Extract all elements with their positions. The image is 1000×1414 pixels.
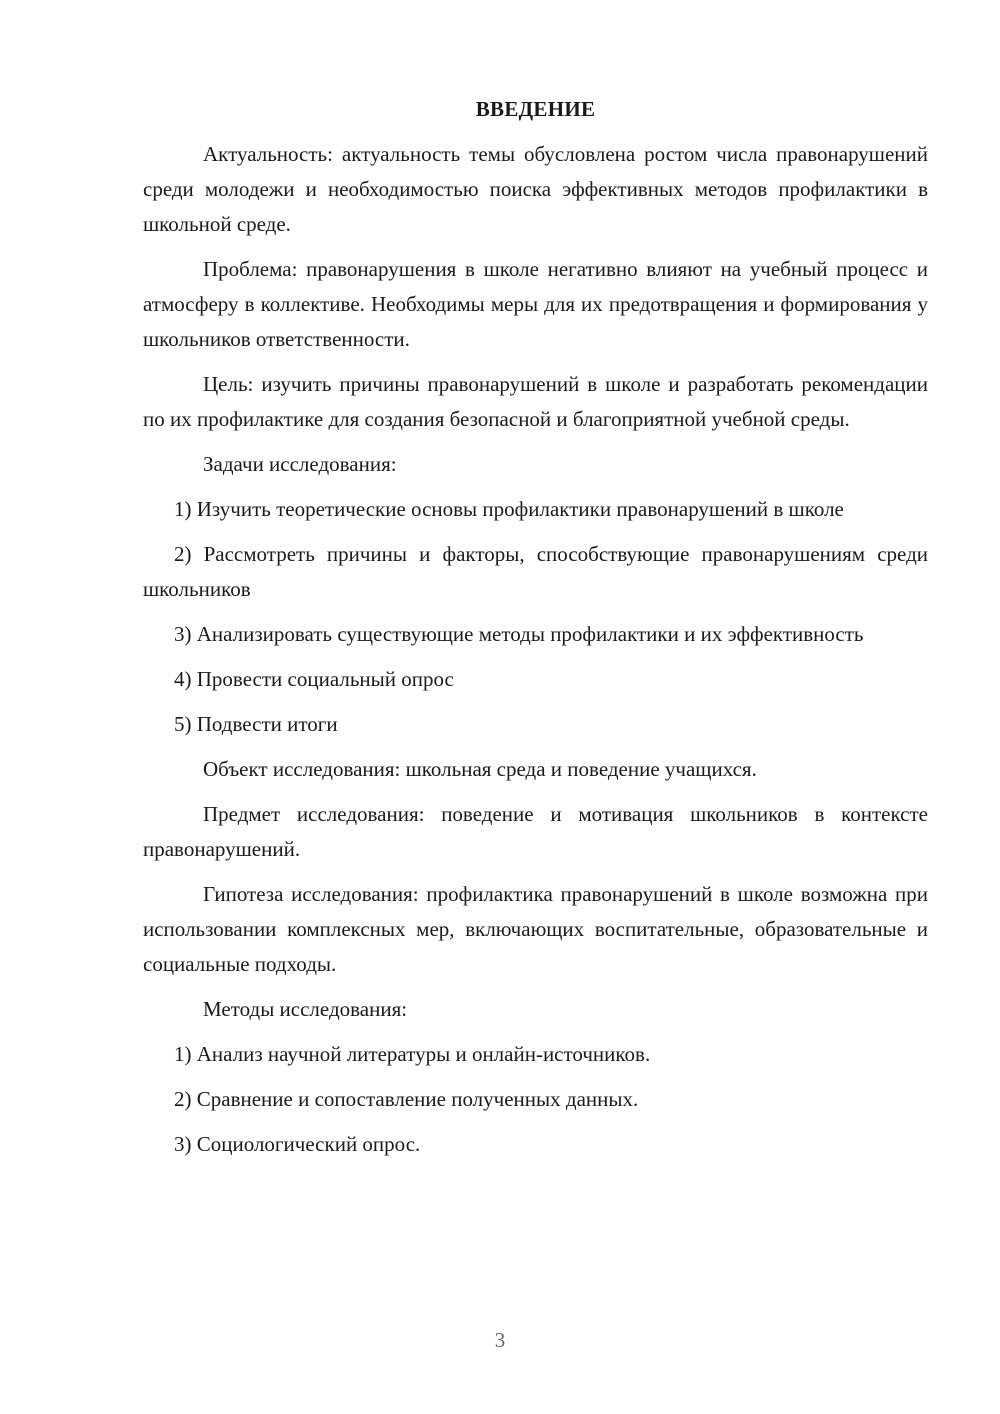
relevance-paragraph: Актуальность: актуальность темы обусловлена ростом числа правонарушений среди молодежи и необходимостью поиска эффективных методов профилактики в школьной среде. xyxy=(143,142,928,236)
task-item-4: 4) Провести социальный опрос xyxy=(174,667,454,691)
task-item-2: 2) Рассмотреть причины и факторы, способствующие правонарушениям среди школьников xyxy=(143,542,928,601)
task-item-3: 3) Анализировать существующие методы профилактики и их эффективность xyxy=(174,622,864,646)
problem-paragraph: Проблема: правонарушения в школе негативно влияют на учебный процесс и атмосферу в коллективе. Необходимы меры для их предотвращения и формирования у школьников ответственности. xyxy=(143,257,928,351)
method-item-2: 2) Сравнение и сопоставление полученных данных. xyxy=(174,1087,639,1111)
page-number: 3 xyxy=(494,1328,506,1352)
goal-paragraph: Цель: изучить причины правонарушений в школе и разработать рекомендации по их профилактике для создания безопасной и благоприятной учебной среды. xyxy=(143,372,928,431)
page-title: ВВЕДЕНИЕ xyxy=(475,97,596,121)
task-item-5: 5) Подвести итоги xyxy=(174,712,338,736)
hypothesis-paragraph: Гипотеза исследования: профилактика правонарушений в школе возможна при использовании комплексных мер, включающих воспитательные, образовательные и социальные подходы. xyxy=(143,882,928,976)
method-item-1: 1) Анализ научной литературы и онлайн-источников. xyxy=(174,1042,651,1066)
task-item-1: 1) Изучить теоретические основы профилактики правонарушений в школе xyxy=(174,497,844,521)
method-item-3: 3) Социологический опрос. xyxy=(174,1132,421,1156)
document-page xyxy=(143,92,928,1172)
subject-paragraph: Предмет исследования: поведение и мотивация школьников в контексте правонарушений. xyxy=(143,802,928,861)
tasks-heading: Задачи исследования: xyxy=(203,452,397,476)
object-paragraph: Объект исследования: школьная среда и поведение учащихся. xyxy=(203,757,757,781)
methods-heading: Методы исследования: xyxy=(203,997,408,1021)
